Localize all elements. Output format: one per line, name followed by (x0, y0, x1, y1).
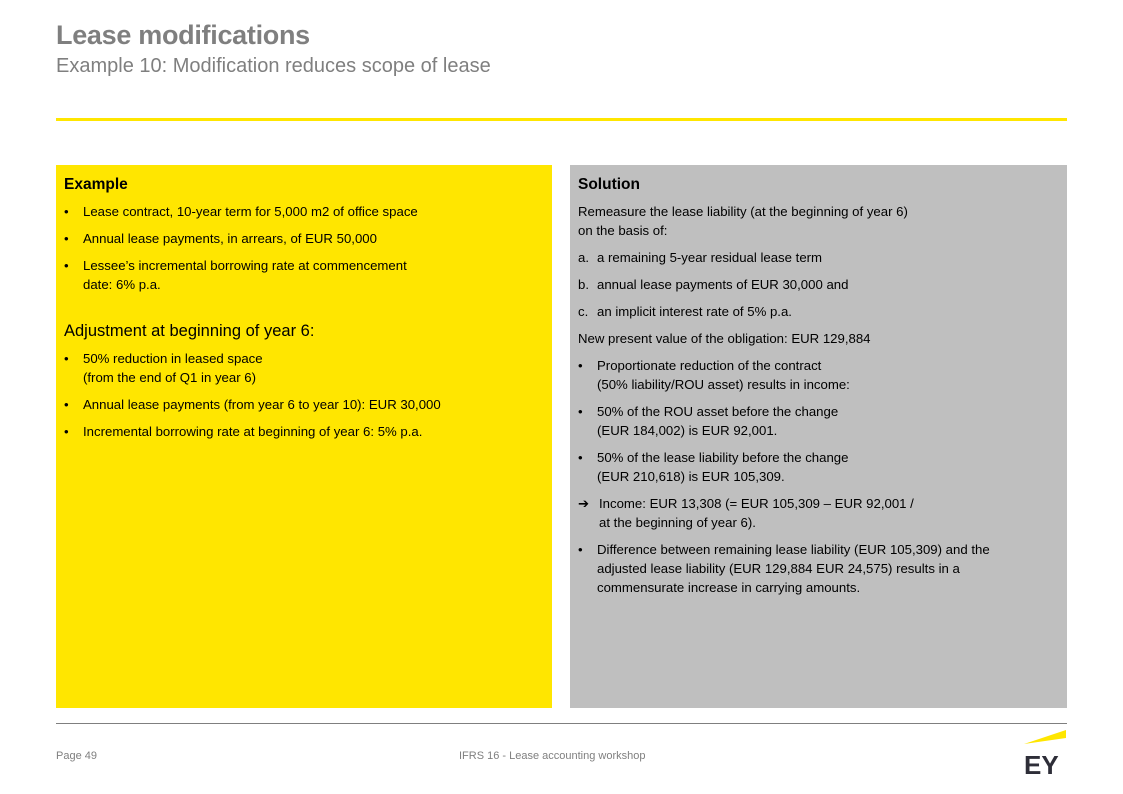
solution-panel (570, 165, 1067, 708)
example-bullet: • Lessee’s incremental borrowing rate at commencement date: 6% p.a. (64, 258, 407, 292)
npv-line: New present value of the obligation: EUR 129,884 (578, 331, 871, 346)
bullet-icon: • (578, 358, 583, 373)
bullet-icon: • (578, 450, 583, 465)
solution-item: c. an implicit interest rate of 5% p.a. (578, 304, 792, 319)
solution-bullet: • 50% of the lease liability before the change (EUR 210,618) is EUR 105,309. (578, 450, 849, 484)
adjustment-bullet: • Incremental borrowing rate at beginning of year 6: 5% p.a. (64, 424, 423, 439)
page-number: Page 49 (56, 750, 97, 762)
header-divider (56, 118, 1067, 121)
bullet-icon: • (64, 351, 69, 366)
difference-bullet: • Difference between remaining lease liability (EUR 105,309) and the adjusted lease liability (EUR 129,884 EUR 24,575) results in a commensurate increase in carrying amounts. (578, 542, 990, 595)
income-line: ➔ Income: EUR 13,308 (= EUR 105,309 – EUR 92,001 / at the beginning of year 6). (578, 496, 914, 530)
bullet-icon: • (64, 204, 69, 219)
page-subtitle: Example 10: Modification reduces scope of lease (56, 55, 491, 77)
solution-heading: Solution (578, 176, 640, 193)
bullet-icon: • (64, 397, 69, 412)
bullet-icon: • (64, 231, 69, 246)
logo-text: EY (1024, 750, 1059, 776)
footer-title: IFRS 16 - Lease accounting workshop (459, 750, 646, 762)
ey-logo (1022, 730, 1068, 776)
adjustment-heading: Adjustment at beginning of year 6: (64, 322, 315, 340)
example-panel (56, 165, 552, 708)
bullet-icon: • (64, 424, 69, 439)
footer-divider (56, 723, 1067, 724)
solution-bullet: • 50% of the ROU asset before the change (EUR 184,002) is EUR 92,001. (578, 404, 839, 438)
bullet-icon: • (578, 404, 583, 419)
bullet-icon: • (578, 542, 583, 557)
arrow-right-icon: ➔ (578, 496, 590, 511)
solution-item: a. a remaining 5-year residual lease term (578, 250, 823, 265)
example-bullet: • Annual lease payments, in arrears, of EUR 50,000 (64, 231, 377, 246)
page-title: Lease modifications (56, 20, 310, 50)
logo-beam-icon (1024, 730, 1066, 744)
solution-bullet: • Proportionate reduction of the contract (50% liability/ROU asset) results in income: (578, 358, 850, 392)
adjustment-bullet: • Annual lease payments (from year 6 to year 10): EUR 30,000 (64, 397, 441, 412)
adjustment-bullet: • 50% reduction in leased space (from the end of Q1 in year 6) (64, 351, 263, 385)
solution-item: b. annual lease payments of EUR 30,000 and (578, 277, 849, 292)
solution-intro: Remeasure the lease liability (at the beginning of year 6) on the basis of: (578, 204, 908, 238)
example-heading: Example (64, 176, 128, 193)
example-bullet: • Lease contract, 10-year term for 5,000 m2 of office space (64, 204, 418, 219)
bullet-icon: • (64, 258, 69, 273)
